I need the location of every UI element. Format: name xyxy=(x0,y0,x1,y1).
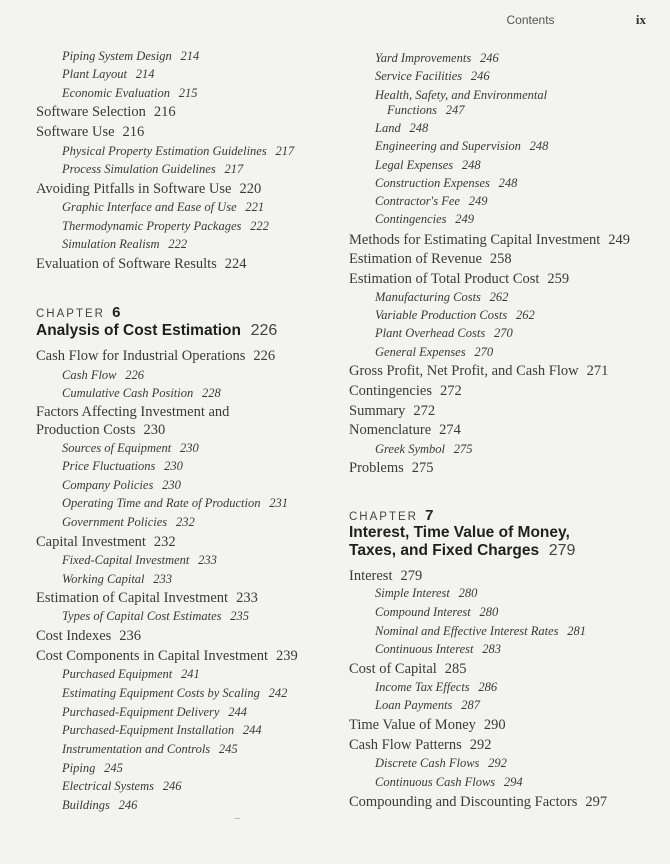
toc-subentry[interactable] xyxy=(387,104,465,117)
toc-subentry[interactable] xyxy=(62,743,238,756)
toc-subentry[interactable] xyxy=(62,220,269,233)
toc-entry[interactable] xyxy=(349,252,512,267)
chapter-number: 6 xyxy=(112,304,121,321)
entry-title: Electrical Systems xyxy=(62,779,154,793)
entry-page: 242 xyxy=(268,686,288,700)
entry-title: Simple Interest xyxy=(375,586,450,600)
entry-title: Summary xyxy=(349,403,406,419)
toc-entry[interactable] xyxy=(349,738,492,753)
toc-subentry[interactable] xyxy=(375,159,481,172)
entry-title: Software Selection xyxy=(36,104,146,120)
toc-subentry[interactable] xyxy=(375,587,477,600)
chapter-label xyxy=(36,304,121,321)
entry-title: Purchased-Equipment Delivery xyxy=(62,705,220,719)
entry-title: Continuous Interest xyxy=(375,642,474,656)
entry-page: 222 xyxy=(168,237,188,251)
entry-page: 220 xyxy=(239,181,262,197)
entry-title: Cumulative Cash Position xyxy=(62,386,194,400)
entry-title: Cost Indexes xyxy=(36,628,112,644)
entry-page: 232 xyxy=(175,515,195,529)
toc-entry[interactable] xyxy=(349,423,461,438)
entry-page: 292 xyxy=(469,737,492,753)
entry-page: 214 xyxy=(135,67,155,81)
entry-title: Simulation Realism xyxy=(62,237,160,251)
entry-page: 228 xyxy=(202,386,221,400)
toc-entry[interactable] xyxy=(36,649,298,664)
entry-title: Time Value of Money xyxy=(349,717,476,733)
entry-page: 226 xyxy=(253,348,276,364)
entry-title: Problems xyxy=(349,460,404,476)
entry-title: Loan Payments xyxy=(375,698,453,712)
entry-title: Buildings xyxy=(62,798,110,812)
page-number: ix xyxy=(635,12,646,27)
entry-title: Avoiding Pitfalls in Software Use xyxy=(36,181,232,197)
entry-page: 236 xyxy=(119,628,142,644)
entry-title: Capital Investment xyxy=(36,534,146,550)
toc-entry[interactable] xyxy=(349,384,462,399)
toc-entry[interactable] xyxy=(349,795,607,810)
entry-title: General Expenses xyxy=(375,345,466,359)
toc-subentry[interactable] xyxy=(62,201,264,214)
entry-page: 290 xyxy=(483,717,506,733)
toc-subentry[interactable] xyxy=(375,776,523,789)
entry-page: 214 xyxy=(180,49,200,63)
toc-subentry[interactable] xyxy=(375,122,428,135)
entry-title: Contractor's Fee xyxy=(375,194,460,208)
toc-subentry[interactable] xyxy=(375,606,498,619)
toc-entry[interactable] xyxy=(36,182,261,197)
toc-entry[interactable] xyxy=(349,569,422,584)
entry-title: Sources of Equipment xyxy=(62,441,172,455)
toc-subentry[interactable] xyxy=(62,460,183,473)
toc-subentry[interactable] xyxy=(375,346,493,359)
entry-title: Working Capital xyxy=(62,572,145,586)
entry-page: 275 xyxy=(453,442,473,456)
entry-title: Cost Components in Capital Investment xyxy=(36,648,268,664)
entry-title: Estimation of Capital Investment xyxy=(36,590,229,606)
toc-subentry[interactable] xyxy=(375,140,548,153)
toc-subentry[interactable] xyxy=(375,52,499,65)
entry-page: 217 xyxy=(275,144,295,158)
toc-entry[interactable] xyxy=(36,629,141,644)
toc-entry[interactable] xyxy=(349,364,608,379)
entry-page: 286 xyxy=(478,680,498,694)
chapter-page: 279 xyxy=(548,541,576,559)
entry-page: 292 xyxy=(488,756,507,770)
chapter-title-line1: Interest, Time Value of Money, xyxy=(349,524,570,541)
entry-title: Piping System Design xyxy=(62,49,172,63)
entry-title: Thermodynamic Property Packages xyxy=(62,219,242,233)
entry-page: 272 xyxy=(413,403,436,419)
toc-subentry[interactable] xyxy=(375,195,487,208)
toc-subentry[interactable] xyxy=(62,50,199,63)
toc-subentry[interactable] xyxy=(375,625,586,638)
entry-title: Price Fluctuations xyxy=(62,459,156,473)
entry-page: 230 xyxy=(180,441,199,455)
entry-page: 249 xyxy=(608,232,631,248)
entry-page: 271 xyxy=(586,363,609,379)
toc-subentry[interactable] xyxy=(62,573,172,586)
entry-page: 244 xyxy=(228,705,247,719)
entry-page: 222 xyxy=(250,219,269,233)
toc-subentry[interactable] xyxy=(62,369,144,382)
entry-title: Gross Profit, Net Profit, and Cash Flow xyxy=(349,363,579,379)
chapter-title-line2: Taxes, and Fixed Charges xyxy=(349,541,540,559)
entry-title: Operating Time and Rate of Production xyxy=(62,496,261,510)
entry-page: 245 xyxy=(104,761,123,775)
entry-page: 217 xyxy=(224,162,244,176)
chapter-title-text: Analysis of Cost Estimation xyxy=(36,322,241,339)
chapter-page: 226 xyxy=(250,322,278,339)
entry-title: Discrete Cash Flows xyxy=(375,756,480,770)
chapter-label-text: CHAPTER xyxy=(349,511,418,523)
toc-subentry[interactable] xyxy=(375,681,497,694)
entry-page: 274 xyxy=(439,422,461,438)
entry-title: Cash Flow xyxy=(62,368,117,382)
entry-title: Factors Affecting Investment and xyxy=(36,404,230,420)
entry-page: 246 xyxy=(162,779,182,793)
entry-page: 246 xyxy=(470,69,490,83)
toc-entry[interactable] xyxy=(36,125,144,140)
entry-title: Continuous Cash Flows xyxy=(375,775,496,789)
entry-page: 246 xyxy=(118,798,138,812)
entry-title: Estimation of Total Product Cost xyxy=(349,271,540,287)
toc-subentry[interactable] xyxy=(62,706,247,719)
entry-title: Government Policies xyxy=(62,515,168,529)
entry-title: Estimating Equipment Costs by Scaling xyxy=(62,686,260,700)
toc-subentry[interactable] xyxy=(375,699,480,712)
toc-subentry[interactable] xyxy=(62,442,199,455)
entry-page: 248 xyxy=(409,121,429,135)
chapter-label xyxy=(349,507,434,524)
section-title: Contents xyxy=(506,13,555,27)
entry-title: Functions xyxy=(387,103,437,117)
toc-entry[interactable] xyxy=(349,233,630,248)
entry-page: 270 xyxy=(493,326,513,340)
chapter-label-text: CHAPTER xyxy=(36,308,105,320)
entry-title: Contingencies xyxy=(375,212,447,226)
toc-subentry[interactable] xyxy=(62,163,243,176)
entry-page: 249 xyxy=(468,194,488,208)
toc-subentry[interactable] xyxy=(62,68,154,81)
entry-page: 258 xyxy=(489,251,512,267)
chapter-title[interactable] xyxy=(36,322,277,340)
entry-page: 281 xyxy=(567,624,587,638)
toc-entry[interactable] xyxy=(36,349,275,364)
toc-entry[interactable] xyxy=(349,662,467,677)
entry-title: Construction Expenses xyxy=(375,176,490,190)
toc-subentry[interactable] xyxy=(375,70,490,83)
entry-page: 297 xyxy=(585,794,608,810)
entry-page: 216 xyxy=(122,124,145,140)
toc-subentry[interactable] xyxy=(375,757,507,770)
entry-title: Types of Capital Cost Estimates xyxy=(62,609,222,623)
entry-title: Purchased-Equipment Installation xyxy=(62,723,235,737)
toc-subentry[interactable] xyxy=(375,443,473,456)
entry-title: Evaluation of Software Results xyxy=(36,256,217,272)
toc-subentry[interactable] xyxy=(62,668,200,681)
toc-subentry[interactable] xyxy=(62,497,288,510)
toc-entry[interactable] xyxy=(36,535,176,550)
toc-entry[interactable] xyxy=(36,591,258,606)
entry-title: Cost of Capital xyxy=(349,661,437,677)
entry-page: 262 xyxy=(515,308,535,322)
entry-page: 244 xyxy=(242,723,262,737)
entry-page: 221 xyxy=(245,200,265,214)
toc-subentry[interactable] xyxy=(375,213,474,226)
entry-page: 248 xyxy=(461,158,481,172)
entry-page: 246 xyxy=(479,51,499,65)
chapter-title[interactable] xyxy=(349,524,575,560)
entry-page: 262 xyxy=(489,290,509,304)
entry-title: Compound Interest xyxy=(375,605,471,619)
toc-entry[interactable] xyxy=(36,423,165,438)
entry-page: 248 xyxy=(529,139,549,153)
entry-page: 249 xyxy=(455,212,475,226)
toc-subentry[interactable] xyxy=(62,479,181,492)
entry-title: Health, Safety, and Environmental xyxy=(375,88,548,102)
toc-subentry[interactable] xyxy=(375,327,513,340)
entry-page: 215 xyxy=(178,86,198,100)
entry-page: 231 xyxy=(269,496,288,510)
entry-title: Contingencies xyxy=(349,383,432,399)
entry-title: Legal Expenses xyxy=(375,158,454,172)
toc-entry[interactable] xyxy=(349,718,506,733)
entry-page: 287 xyxy=(461,698,480,712)
entry-page: 280 xyxy=(479,605,499,619)
toc-entry[interactable] xyxy=(36,405,229,420)
entry-title: Methods for Estimating Capital Investment xyxy=(349,232,601,248)
toc-subentry[interactable] xyxy=(62,516,195,529)
entry-title: Fixed-Capital Investment xyxy=(62,553,190,567)
entry-page: 275 xyxy=(411,460,434,476)
entry-title: Land xyxy=(375,121,401,135)
entry-title: Nomenclature xyxy=(349,422,432,438)
toc-subentry[interactable] xyxy=(62,780,182,793)
entry-page: 247 xyxy=(445,103,465,117)
entry-title: Graphic Interface and Ease of Use xyxy=(62,200,237,214)
entry-page: 232 xyxy=(153,534,176,550)
toc-subentry[interactable] xyxy=(62,762,123,775)
entry-title: Service Facilities xyxy=(375,69,463,83)
entry-page: 259 xyxy=(547,271,570,287)
entry-page: 230 xyxy=(162,478,181,492)
entry-page: 248 xyxy=(498,176,518,190)
toc-subentry[interactable] xyxy=(62,554,217,567)
entry-title: Interest xyxy=(349,568,393,584)
entry-page: 233 xyxy=(236,590,258,606)
entry-title: Purchased Equipment xyxy=(62,667,173,681)
entry-title: Instrumentation and Controls xyxy=(62,742,211,756)
entry-title: Compounding and Discounting Factors xyxy=(349,794,578,810)
toc-subentry[interactable] xyxy=(62,238,187,251)
entry-page: 233 xyxy=(153,572,173,586)
entry-title: Manufacturing Costs xyxy=(375,290,481,304)
toc-entry[interactable] xyxy=(349,404,435,419)
entry-page: 230 xyxy=(164,459,183,473)
toc-subentry[interactable] xyxy=(375,643,501,656)
toc-subentry[interactable] xyxy=(62,687,287,700)
entry-title: Economic Evaluation xyxy=(62,86,170,100)
entry-title: Yard Improvements xyxy=(375,51,472,65)
entry-title: Production Costs xyxy=(36,422,136,438)
toc-subentry[interactable] xyxy=(375,177,517,190)
running-head xyxy=(507,12,647,28)
entry-page: 272 xyxy=(439,383,462,399)
entry-page: 285 xyxy=(444,661,467,677)
entry-title: Nominal and Effective Interest Rates xyxy=(375,624,559,638)
entry-title: Plant Overhead Costs xyxy=(375,326,486,340)
toc-subentry[interactable] xyxy=(62,145,294,158)
entry-page: 216 xyxy=(153,104,176,120)
entry-title: Plant Layout xyxy=(62,67,127,81)
entry-page: 230 xyxy=(143,422,166,438)
entry-title: Cash Flow for Industrial Operations xyxy=(36,348,246,364)
entry-title: Income Tax Effects xyxy=(375,680,470,694)
entry-page: 294 xyxy=(503,775,523,789)
chapter-number: 7 xyxy=(425,507,434,524)
entry-title: Process Simulation Guidelines xyxy=(62,162,216,176)
entry-title: Piping xyxy=(62,761,96,775)
entry-title: Cash Flow Patterns xyxy=(349,737,462,753)
entry-title: Physical Property Estimation Guidelines xyxy=(62,144,267,158)
page-mark xyxy=(234,818,240,819)
entry-page: 245 xyxy=(218,742,238,756)
toc-subentry[interactable] xyxy=(62,87,197,100)
entry-page: 241 xyxy=(181,667,200,681)
toc-entry[interactable] xyxy=(36,257,247,272)
toc-subentry[interactable] xyxy=(375,291,508,304)
toc-entry[interactable] xyxy=(349,272,569,287)
entry-page: 279 xyxy=(400,568,423,584)
entry-page: 233 xyxy=(198,553,217,567)
toc-entry[interactable] xyxy=(36,105,176,120)
entry-title: Software Use xyxy=(36,124,115,140)
entry-title: Engineering and Supervision xyxy=(375,139,521,153)
entry-page: 235 xyxy=(230,609,249,623)
toc-subentry[interactable] xyxy=(62,724,262,737)
toc-subentry[interactable] xyxy=(375,309,535,322)
toc-subentry[interactable] xyxy=(375,89,547,102)
entry-page: 239 xyxy=(275,648,298,664)
entry-page: 224 xyxy=(224,256,247,272)
entry-title: Company Policies xyxy=(62,478,154,492)
entry-title: Variable Production Costs xyxy=(375,308,508,322)
toc-subentry[interactable] xyxy=(62,610,249,623)
entry-title: Greek Symbol xyxy=(375,442,445,456)
toc-subentry[interactable] xyxy=(62,387,221,400)
toc-subentry[interactable] xyxy=(62,799,137,812)
entry-page: 283 xyxy=(482,642,501,656)
entry-title: Estimation of Revenue xyxy=(349,251,482,267)
entry-page: 270 xyxy=(474,345,494,359)
entry-page: 226 xyxy=(125,368,145,382)
entry-page: 280 xyxy=(458,586,478,600)
toc-entry[interactable] xyxy=(349,461,434,476)
